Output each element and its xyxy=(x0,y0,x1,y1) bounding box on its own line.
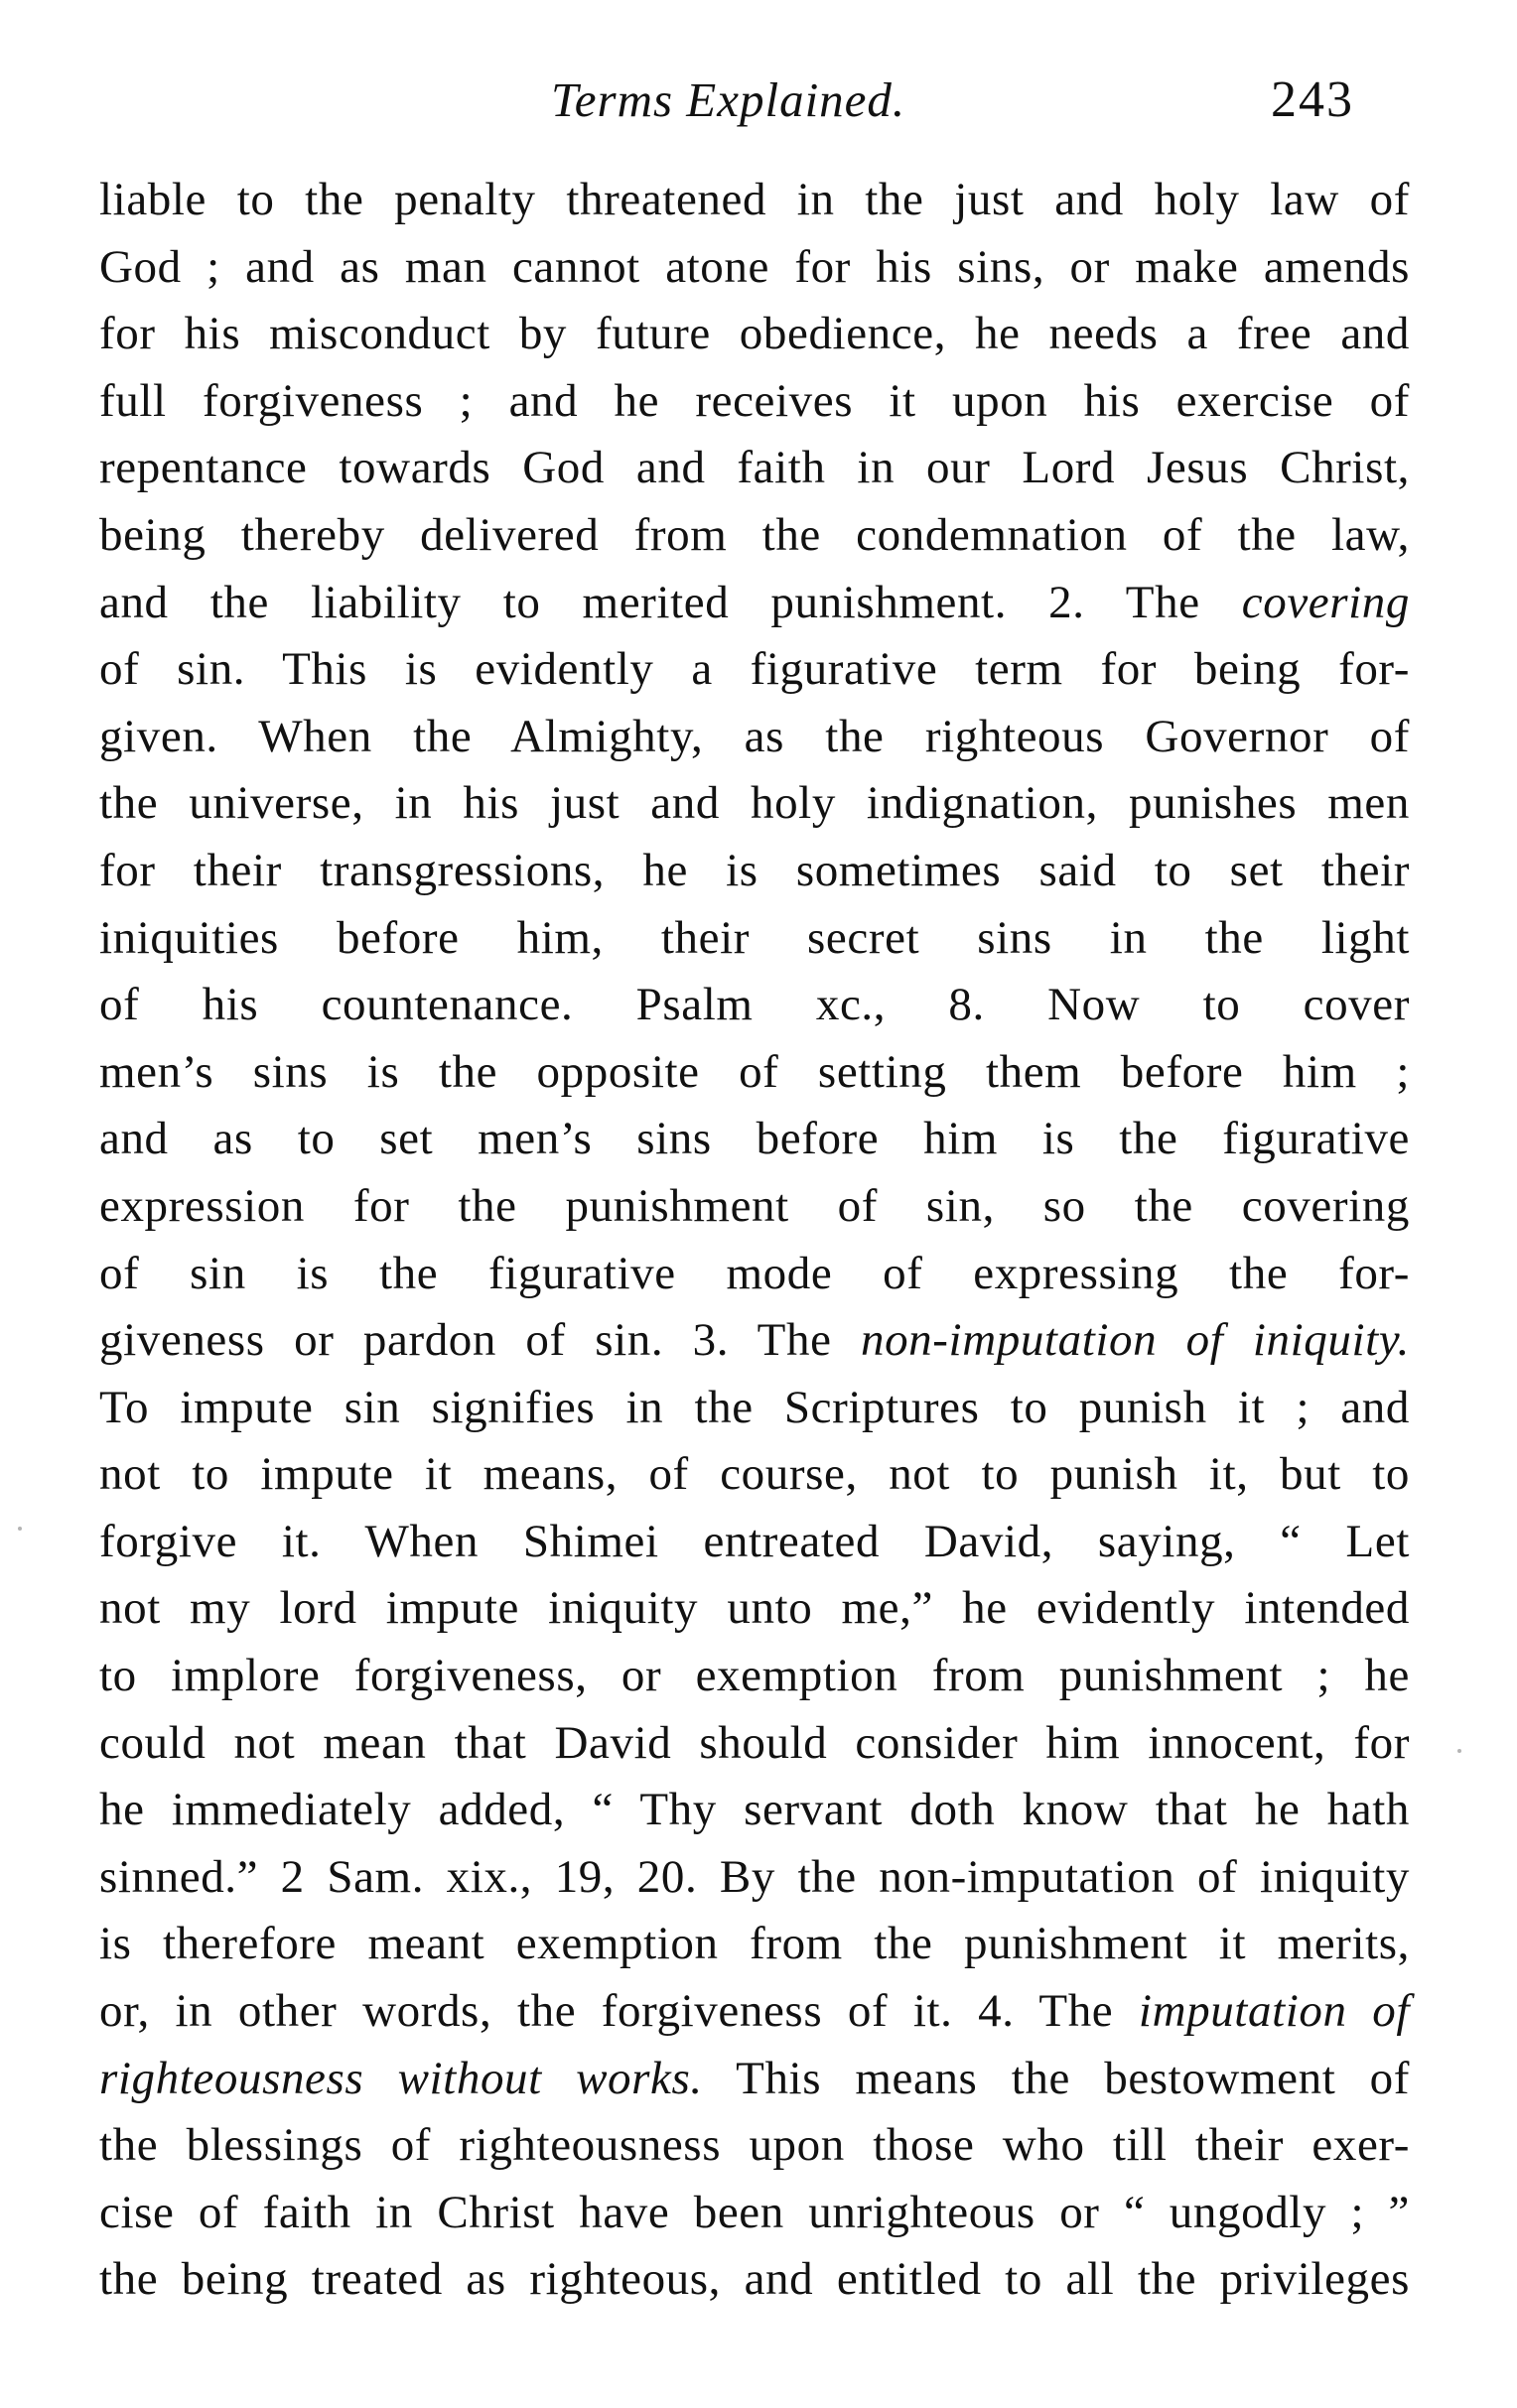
running-head xyxy=(0,66,1517,145)
body-text xyxy=(99,167,1410,2314)
text-line xyxy=(99,1307,1410,1375)
text-segment: To impute sin signifies in the Scriptures to punish it ; and xyxy=(99,1381,1410,1433)
text-segment: and as to set men’s sins before him is the figurative xyxy=(99,1113,1410,1165)
text-segment: given. When the Almighty, as the righteous Governor of xyxy=(99,710,1410,762)
text-segment: iniquities before him, their secret sins in the light xyxy=(99,911,1410,964)
text-line xyxy=(99,570,1410,637)
text-segment: giveness or pardon of sin. 3. The xyxy=(99,1314,861,1367)
text-line xyxy=(99,1441,1410,1509)
paper-speck xyxy=(18,1527,22,1531)
text-line xyxy=(99,1241,1410,1308)
running-title: Terms Explained. xyxy=(551,72,906,127)
text-line xyxy=(99,1039,1410,1107)
text-segment: cise of faith in Christ have been unrighteous or “ ungodly ; ” xyxy=(99,2186,1410,2238)
text-line xyxy=(99,704,1410,771)
text-segment: or, in other words, the forgiveness of it. 4. The xyxy=(99,1985,1139,2038)
text-segment: could not mean that David should consider him innocent, for xyxy=(99,1716,1410,1769)
text-line xyxy=(99,2246,1410,2314)
text-segment: liable to the penalty threatened in the just and holy law of xyxy=(99,174,1410,225)
text-segment: the blessings of righteousness upon those who till their exer- xyxy=(99,2119,1410,2172)
text-segment: men’s sins is the opposite of setting them before him ; xyxy=(99,1045,1410,1098)
text-line xyxy=(99,1173,1410,1241)
text-line xyxy=(99,1375,1410,1442)
text-line xyxy=(99,905,1410,973)
text-line xyxy=(99,972,1410,1039)
text-segment: God ; and as man cannot atone for his sins, or make amends xyxy=(99,240,1410,293)
text-segment: not to impute it means, of course, not to punish it, but to xyxy=(99,1448,1410,1501)
text-line xyxy=(99,2180,1410,2247)
text-line xyxy=(99,1509,1410,1576)
text-segment: sinned.” 2 Sam. xix., 19, 20. By the non-imputation of iniquity xyxy=(99,1850,1410,1903)
text-line xyxy=(99,301,1410,368)
text-line xyxy=(99,1106,1410,1173)
text-segment: This means the bestowment of xyxy=(702,2052,1410,2104)
text-line xyxy=(99,1911,1410,1978)
text-segment: not my lord impute iniquity unto me,” he evidently intended xyxy=(99,1582,1410,1635)
text-line xyxy=(99,1978,1410,2046)
text-line xyxy=(99,368,1410,436)
text-line xyxy=(99,1643,1410,1710)
text-segment: expression for the punishment of sin, so the covering xyxy=(99,1179,1410,1232)
text-segment: he immediately added, “ Thy servant doth know that he hath xyxy=(99,1784,1410,1836)
text-segment: the universe, in his just and holy indignation, punishes men xyxy=(99,777,1410,830)
text-line xyxy=(99,770,1410,838)
text-segment: forgive it. When Shimei entreated David, saying, “ Let xyxy=(99,1515,1410,1567)
italic-text-segment: righteousness without works. xyxy=(99,2052,703,2104)
text-segment: of sin. This is evidently a figurative term for being for- xyxy=(99,643,1410,696)
text-line xyxy=(99,838,1410,905)
text-segment: of sin is the figurative mode of expressing the for- xyxy=(99,1247,1410,1299)
text-line xyxy=(99,167,1410,234)
text-line xyxy=(99,1844,1410,1912)
text-line xyxy=(99,1575,1410,1643)
text-line xyxy=(99,502,1410,570)
page-number: 243 xyxy=(1271,71,1354,128)
text-segment: for his misconduct by future obedience, he needs a free and xyxy=(99,308,1410,360)
text-line xyxy=(99,1710,1410,1778)
text-line xyxy=(99,2046,1410,2113)
text-segment: to implore forgiveness, or exemption from punishment ; he xyxy=(99,1650,1410,1702)
text-segment: of his countenance. Psalm xc., 8. Now to cover xyxy=(99,979,1410,1031)
text-line xyxy=(99,2112,1410,2180)
text-line xyxy=(99,435,1410,502)
text-line xyxy=(99,1777,1410,1844)
text-line xyxy=(99,636,1410,704)
text-segment: the being treated as righteous, and entitled to all the privileges xyxy=(99,2253,1410,2306)
text-segment: being thereby delivered from the condemnation of the law, xyxy=(99,508,1410,561)
text-segment: repentance towards God and faith in our Lord Jesus Christ, xyxy=(99,442,1410,494)
text-segment: and the liability to merited punishment. 2. The xyxy=(99,576,1242,628)
italic-text-segment: covering xyxy=(1241,576,1410,628)
text-line xyxy=(99,234,1410,302)
text-segment: full forgiveness ; and he receives it upon his exercise of xyxy=(99,374,1410,427)
text-segment: for their transgressions, he is sometimes said to set their xyxy=(99,844,1410,896)
paper-speck xyxy=(1457,1749,1461,1753)
italic-text-segment: imputation of xyxy=(1138,1985,1410,2038)
italic-text-segment: non-imputation of iniquity. xyxy=(860,1314,1410,1367)
text-segment: is therefore meant exemption from the punishment it merits, xyxy=(99,1918,1410,1970)
